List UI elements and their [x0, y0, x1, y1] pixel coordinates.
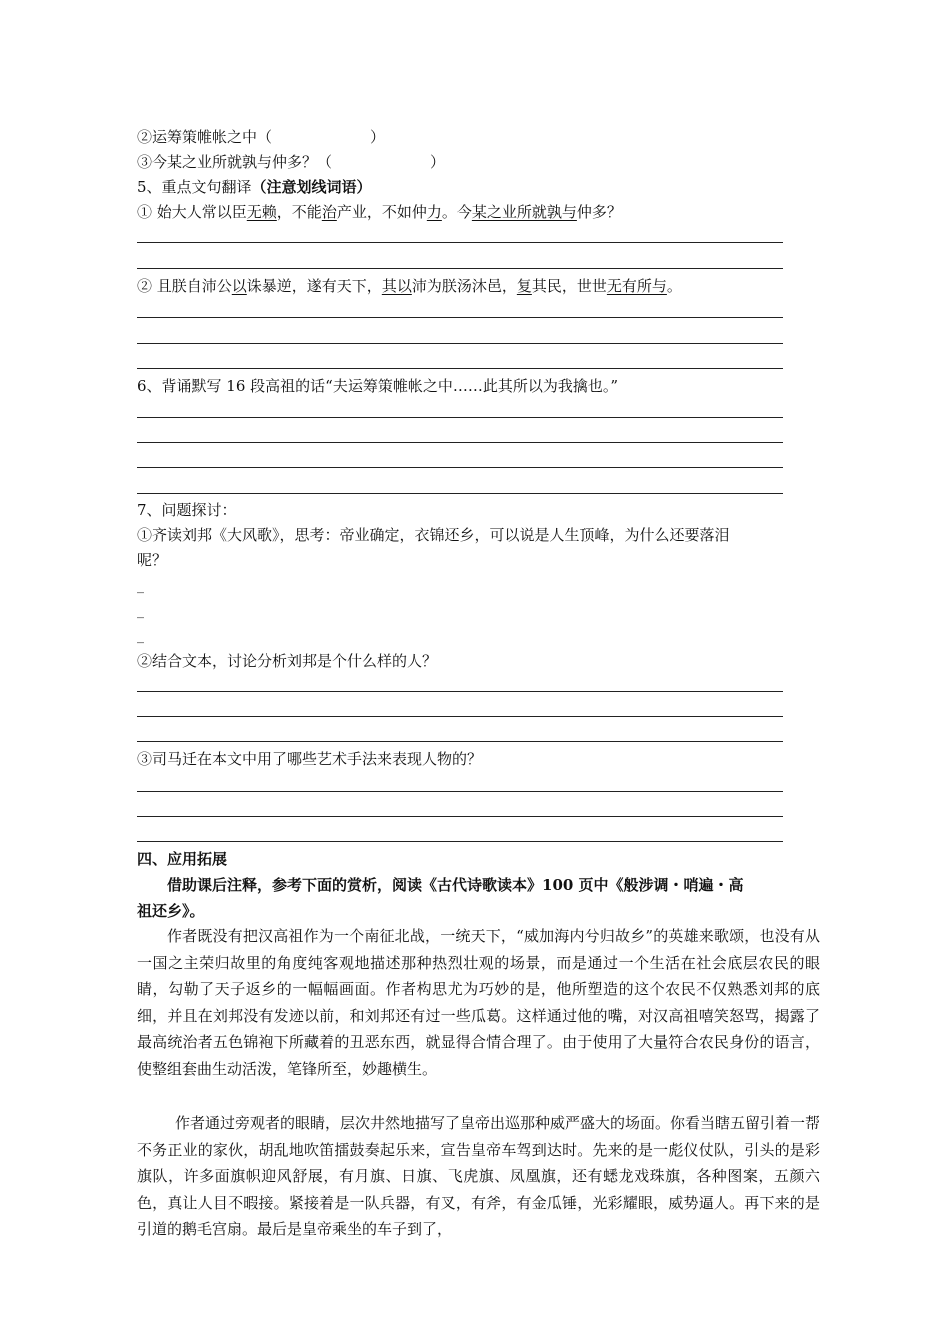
q4-item-3-text: ③今某之业所就孰与仲多？（ [137, 153, 333, 171]
q5-s1-text-b: ，不能 [276, 203, 322, 221]
answer-line[interactable] [137, 691, 783, 692]
q5-title [137, 177, 372, 197]
q5-s2-underlined-3: 复 [516, 277, 532, 295]
answer-blank[interactable]: _ [137, 578, 144, 594]
answer-line[interactable] [137, 816, 783, 817]
q5-s1-text-e: 仲多？ [576, 203, 622, 221]
answer-line[interactable] [137, 493, 783, 494]
q7-title: 7、问题探讨： [137, 501, 237, 519]
q7-sub1-line1: ①齐读刘邦《大风歌》，思考：帝业确定，衣锦还乡，可以说是人生顶峰，为什么还要落泪 [137, 526, 730, 544]
answer-line[interactable] [137, 242, 783, 243]
q5-s2-text-a: ② 且朕自沛公 [137, 277, 232, 295]
q5-s1-text-d: 。今 [441, 203, 472, 221]
q5-s1-text-c: 产业，不如仲 [336, 203, 427, 221]
q5-s1-text-a: ① 始大人常以臣 [137, 203, 247, 221]
q5-s2-text-c: 沛为朕汤沐邑， [411, 277, 517, 295]
q4-item-3-end: ） [430, 153, 446, 171]
section-4-intro-line-1: 借助课后注释，参考下面的赏析，阅读《古代诗歌读本》100 页中《般涉调・哨遍・高 [167, 876, 744, 894]
answer-line[interactable] [137, 268, 783, 269]
answer-line[interactable] [137, 417, 783, 418]
q5-s1-underlined-2: 治 [321, 203, 337, 221]
section-4-paragraph-2: 作者通过旁观者的眼睛，层次井然地描写了皇帝出巡那种威严盛大的场面。你看当瞎五留引着一帮不务正业的家伙，胡乱地吹笛擂鼓奏起乐来，宣告皇帝车驾到达时。先来的是一彪仪仗队，引头的是彩旗队，许多面旗帜迎风舒展，有月旗、日旗、飞虎旗、凤凰旗，还有蟋龙戏珠旗，各种图案，五颜六色，真让人目不暇接。紧接着是一队兵器，有叉，有斧，有金瓜锤，光彩耀眼，威势逼人。再下来的是引道的鹅毛宫扇。最后是皇帝乘坐的车子到了， [137, 1114, 821, 1238]
q5-title-note: （注意划线词语） [251, 178, 372, 196]
answer-line[interactable] [137, 442, 783, 443]
section-4-paragraph-1: 作者既没有把汉高祖作为一个南征北战，一统天下，“威加海内兮归故乡”的英雄来歌颂，也没有从一国之主荣归故里的角度纯客观地描述那种热烈壮观的场景，而是通过一个生活在社会底层农民的眼睛，勾勒了天子返乡的一幅幅画面。作者构思尤为巧妙的是，他所塑造的这个农民不仅熟悉刘邦的底细，并且在刘邦没有发迹以前，和刘邦还有过一些瓜葛。这样通过他的嘴，对汉高祖嘻笑怒骂，揭露了最高统治者五色锦袍下所藏着的丑恶东西，就显得合情合理了。由于使用了大量符合农民身份的语言，使整组套曲生动活泼，笔锋所至，妙趣横生。 [137, 927, 820, 1078]
answer-blank[interactable]: _ [137, 603, 144, 619]
answer-line[interactable] [137, 741, 783, 742]
answer-line[interactable] [137, 467, 783, 468]
answer-line[interactable] [137, 791, 783, 792]
section-4-intro-line-2: 祖还乡》。 [137, 902, 205, 920]
q5-s1-underlined-3: 力 [426, 203, 442, 221]
q4-item-3 [137, 152, 445, 172]
q5-s2-underlined-1: 以 [231, 277, 247, 295]
q5-sentence-2 [137, 276, 682, 296]
q5-title-text: 5、重点文句翻译 [137, 178, 252, 196]
q4-item-2 [137, 127, 385, 147]
q5-s1-underlined-1: 无赖 [246, 203, 277, 221]
answer-line[interactable] [137, 317, 783, 318]
q5-s2-underlined-4: 无有所与 [606, 277, 667, 295]
q7-sub1-line2: 呢？ [137, 551, 168, 569]
q5-s1-underlined-4: 某之业所就孰与 [471, 203, 577, 221]
q6-prompt: 6、背诵默写 16 段高祖的话“夫运筹策帷帐之中……此其所以为我擒也。” [137, 377, 619, 395]
answer-line[interactable] [137, 841, 783, 842]
q4-item-2-end: ） [370, 128, 386, 146]
q5-sentence-1 [137, 202, 622, 222]
answer-line[interactable] [137, 716, 783, 717]
q4-item-2-text: ②运筹策帷帐之中（ [137, 128, 273, 146]
q5-s2-underlined-2: 其以 [381, 277, 412, 295]
q5-s2-text-d: 其民，世世 [531, 277, 607, 295]
answer-blank[interactable]: _ [137, 628, 144, 644]
q5-s2-text-e: 。 [666, 277, 682, 295]
answer-line[interactable] [137, 343, 783, 344]
answer-line[interactable] [137, 368, 783, 369]
q5-s2-text-b: 诛暴逆，遂有天下， [246, 277, 382, 295]
q7-sub2: ②结合文本，讨论分析刘邦是个什么样的人？ [137, 652, 438, 670]
section-4-heading: 四、应用拓展 [137, 850, 228, 868]
q7-sub3: ③司马迁在本文中用了哪些艺术手法来表现人物的？ [137, 750, 483, 768]
